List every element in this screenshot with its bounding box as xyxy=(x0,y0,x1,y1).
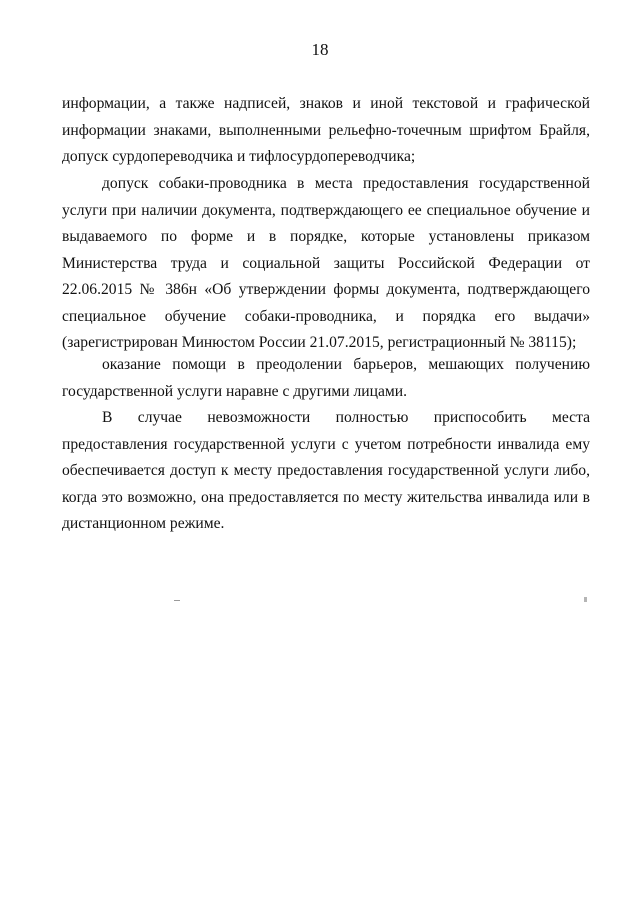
paragraph-guide-dog: допуск собаки-проводника в места предоставления государственной услуги при наличии документа, подтверждающего ее специальное обучение и выдаваемого по форме и в порядке, которые установлены приказом Министерства труда и социальной защиты Российской Федерации от 22.06.2015 № 386н «Об утверждении формы документа, подтверждающего специальное обучение собаки-проводника, и порядка его выдачи» (зарегистрирован Минюстом России 21.07.2015, регистрационный № 38115); xyxy=(62,175,590,351)
scan-artifact-mark xyxy=(174,600,180,601)
scan-artifact-mark xyxy=(584,597,587,602)
page-number: 18 xyxy=(311,40,329,59)
paragraph-braille-continuation: информации, а также надписей, знаков и иной текстовой и графической информации знаками, выполненными рельефно-точечным шрифтом Брайля, допуск сурдопереводчика и тифлосурдопереводчика; xyxy=(62,95,590,165)
paragraph-barrier-assistance: оказание помощи в преодолении барьеров, мешающих получению государственной услуги наравне с другими лицами. xyxy=(62,356,590,400)
paragraph-remote-service: В случае невозможности полностью приспособить места предоставления государственной услуги с учетом потребности инвалида ему обеспечивается доступ к месту предоставления государственной услуги либо, когда это возможно, она предоставляется по месту жительства инвалида или в дистанционном режиме. xyxy=(62,409,590,532)
